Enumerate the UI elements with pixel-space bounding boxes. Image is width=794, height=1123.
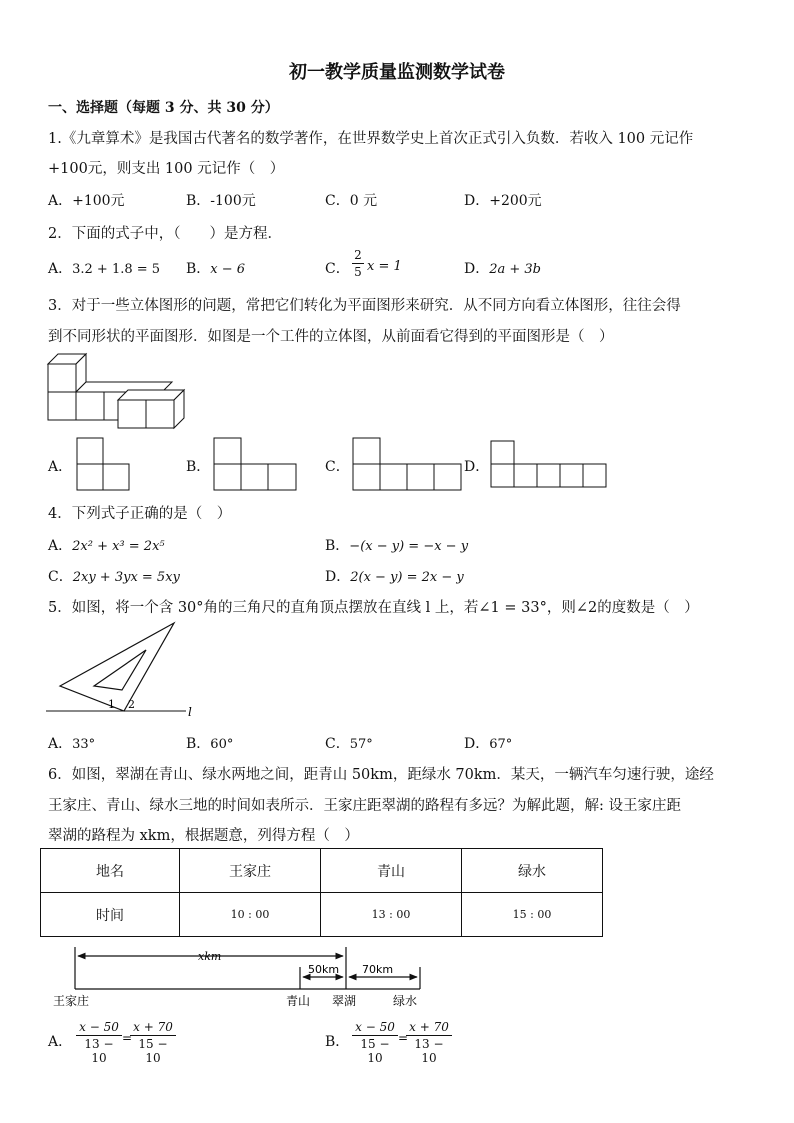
q6-time-table — [40, 848, 603, 937]
frac-num: x − 50 — [76, 1020, 122, 1036]
frac-num: x + 70 — [130, 1020, 176, 1036]
q6-option-b-label[interactable]: B． — [325, 1034, 350, 1050]
table-header-cell: 王家庄 — [180, 849, 321, 893]
q5-value-a: 33° — [72, 737, 96, 752]
place-lvshui: 绿水 — [393, 994, 418, 1008]
q5-value-b: 60° — [210, 737, 234, 752]
frac-den: 15 − 10 — [360, 1037, 390, 1065]
angle-2-label: 2 — [128, 698, 135, 711]
q2-frac-num: 2 — [352, 248, 364, 264]
q3-option-b-figure[interactable] — [213, 437, 299, 493]
place-qingshan: 青山 — [286, 994, 311, 1008]
q5-value-c: 57° — [349, 737, 373, 752]
q6-line3: 翠湖的路程为 xkm，根据题意，列得方程（ ） — [48, 828, 359, 844]
q6-a-fraction-right — [130, 1020, 176, 1065]
q2-label-d: D． — [464, 261, 490, 277]
q6-line2: 王家庄、青山、绿水三地的时间如表所示．王家庄距翠湖的路程有多远？为解此题，解: 设王家庄距 — [48, 798, 681, 814]
q5-option-d[interactable] — [464, 733, 512, 753]
q2-option-b[interactable] — [186, 258, 245, 278]
q5-option-a[interactable] — [48, 733, 95, 753]
frac-num: x + 70 — [406, 1020, 452, 1036]
q3-option-c-figure[interactable] — [352, 437, 464, 493]
q6-distance-diagram — [50, 945, 450, 1010]
table-cell: 时间 — [41, 893, 180, 937]
page-title: 初一教学质量监测数学试卷 — [289, 62, 505, 83]
q6-a-equals: = — [122, 1031, 133, 1045]
q5-option-b[interactable] — [186, 733, 233, 753]
q2-expr-b: x − 6 — [210, 262, 246, 277]
table-cell: 15 : 00 — [462, 893, 603, 937]
q2-option-c-label[interactable]: C． — [325, 261, 350, 277]
q2-expr-a: 3.2 + 1.8 = 5 — [72, 262, 161, 277]
q3-line2: 到不同形状的平面图形．如图是一个工件的立体图，从前面看它得到的平面图形是（ ） — [48, 329, 614, 345]
q2-expr-d: 2a + 3b — [489, 262, 542, 277]
q4-expr-c: 2xy + 3yx = 5xy — [72, 570, 180, 585]
table-row — [41, 849, 603, 893]
q5-label-a: A． — [48, 736, 73, 752]
q3-option-d-label[interactable]: D． — [464, 459, 490, 475]
q6-a-fraction-left — [76, 1020, 122, 1065]
q4-label-b: B． — [325, 538, 350, 554]
q5-value-d: 67° — [489, 737, 513, 752]
q4-label-c: C． — [48, 569, 73, 585]
cube-face — [48, 364, 76, 392]
q5-label-c: C． — [325, 736, 350, 752]
q1-line1: 1.《九章算术》是我国古代著名的数学著作，在世界数学史上首次正式引入负数．若收入 100 元记作 — [48, 131, 694, 147]
table-header-cell: 青山 — [321, 849, 462, 893]
q1-option-b[interactable]: B．-100元 — [186, 193, 256, 209]
xkm-label: xkm — [198, 950, 222, 963]
q3-line1: 3．对于一些立体图形的问题，常把它们转化为平面图形来研究．从不同方向看立体图形，往往会得 — [48, 298, 681, 314]
cube-face — [76, 392, 104, 420]
place-cuihu: 翠湖 — [332, 994, 357, 1008]
table-cell: 10 : 00 — [180, 893, 321, 937]
q4-option-a[interactable] — [48, 535, 165, 555]
q6-line1: 6．如图，翠湖在青山、绿水两地之间，距青山 50km，距绿水 70km．某天，一辆汽车匀速行驶，途经 — [48, 767, 714, 783]
q5-stem: 5．如图，将一个含 30°角的三角尺的直角顶点摆放在直线 l 上，若∠1 = 33°，则∠2的度数是（ ） — [48, 600, 699, 616]
section-heading: 一、选择题（每题 3 分、共 30 分） — [48, 100, 279, 116]
frac-den: 13 − 10 — [414, 1037, 444, 1065]
d50-label: 50km — [308, 963, 340, 976]
q2-label-a: A． — [48, 261, 73, 277]
place-wangjiazhuang: 王家庄 — [53, 994, 90, 1008]
q2-frac-den: 5 — [354, 265, 362, 279]
q4-expr-b: −(x − y) = −x − y — [349, 539, 469, 554]
q4-expr-a: 2x² + x³ = 2x⁵ — [72, 539, 165, 554]
set-square-inner — [94, 650, 146, 690]
frac-den: 15 − 10 — [138, 1037, 168, 1065]
q5-label-d: D． — [464, 736, 490, 752]
q4-option-b[interactable] — [325, 535, 468, 555]
q6-b-equals: = — [398, 1031, 409, 1045]
q2-fraction — [352, 248, 364, 279]
q4-option-c[interactable] — [48, 566, 180, 586]
q5-option-c[interactable] — [325, 733, 373, 753]
q6-option-a-label[interactable]: A． — [48, 1034, 73, 1050]
q4-expr-d: 2(x − y) = 2x − y — [350, 570, 464, 585]
q2-option-d[interactable] — [464, 258, 541, 278]
line-l-label: l — [188, 705, 192, 719]
q6-b-fraction-right — [406, 1020, 452, 1065]
q3-option-c-label[interactable]: C． — [325, 459, 350, 475]
q3-solid-figure — [46, 350, 191, 432]
q3-option-b-label[interactable]: B． — [186, 459, 211, 475]
q2-label-b: B． — [186, 261, 211, 277]
d70-label: 70km — [362, 963, 394, 976]
set-square-outer — [60, 623, 174, 711]
q4-option-d[interactable] — [325, 566, 464, 586]
q3-option-d-figure[interactable] — [490, 440, 610, 490]
top-face — [118, 390, 184, 400]
q2-option-a[interactable] — [48, 258, 160, 278]
q1-option-d[interactable]: D．+200元 — [464, 193, 542, 209]
q3-option-a-label[interactable]: A． — [48, 459, 73, 475]
table-cell: 13 : 00 — [321, 893, 462, 937]
angle-1-label: 1 — [108, 698, 115, 711]
q5-triangle-figure — [46, 620, 206, 720]
frac-num: x − 50 — [352, 1020, 398, 1036]
q4-label-a: A． — [48, 538, 73, 554]
q3-option-a-figure[interactable] — [76, 437, 132, 493]
table-header-cell: 绿水 — [462, 849, 603, 893]
cube-face — [48, 392, 76, 420]
q2-expr-c: x = 1 — [367, 259, 402, 274]
q2-stem: 2．下面的式子中，（ ）是方程． — [48, 226, 282, 242]
frac-den: 13 − 10 — [84, 1037, 114, 1065]
cube-face — [146, 400, 174, 428]
q6-b-fraction-left — [352, 1020, 398, 1065]
q5-label-b: B． — [186, 736, 211, 752]
cube-face — [118, 400, 146, 428]
table-row — [41, 893, 603, 937]
table-header-cell: 地名 — [41, 849, 180, 893]
q1-line2: +100元，则支出 100 元记作（ ） — [48, 161, 285, 177]
q1-option-a[interactable]: A．+100元 — [48, 193, 125, 209]
q4-stem: 4．下列式子正确的是（ ） — [48, 506, 232, 522]
q4-label-d: D． — [325, 569, 351, 585]
q1-option-c[interactable]: C．0 元 — [325, 193, 378, 209]
